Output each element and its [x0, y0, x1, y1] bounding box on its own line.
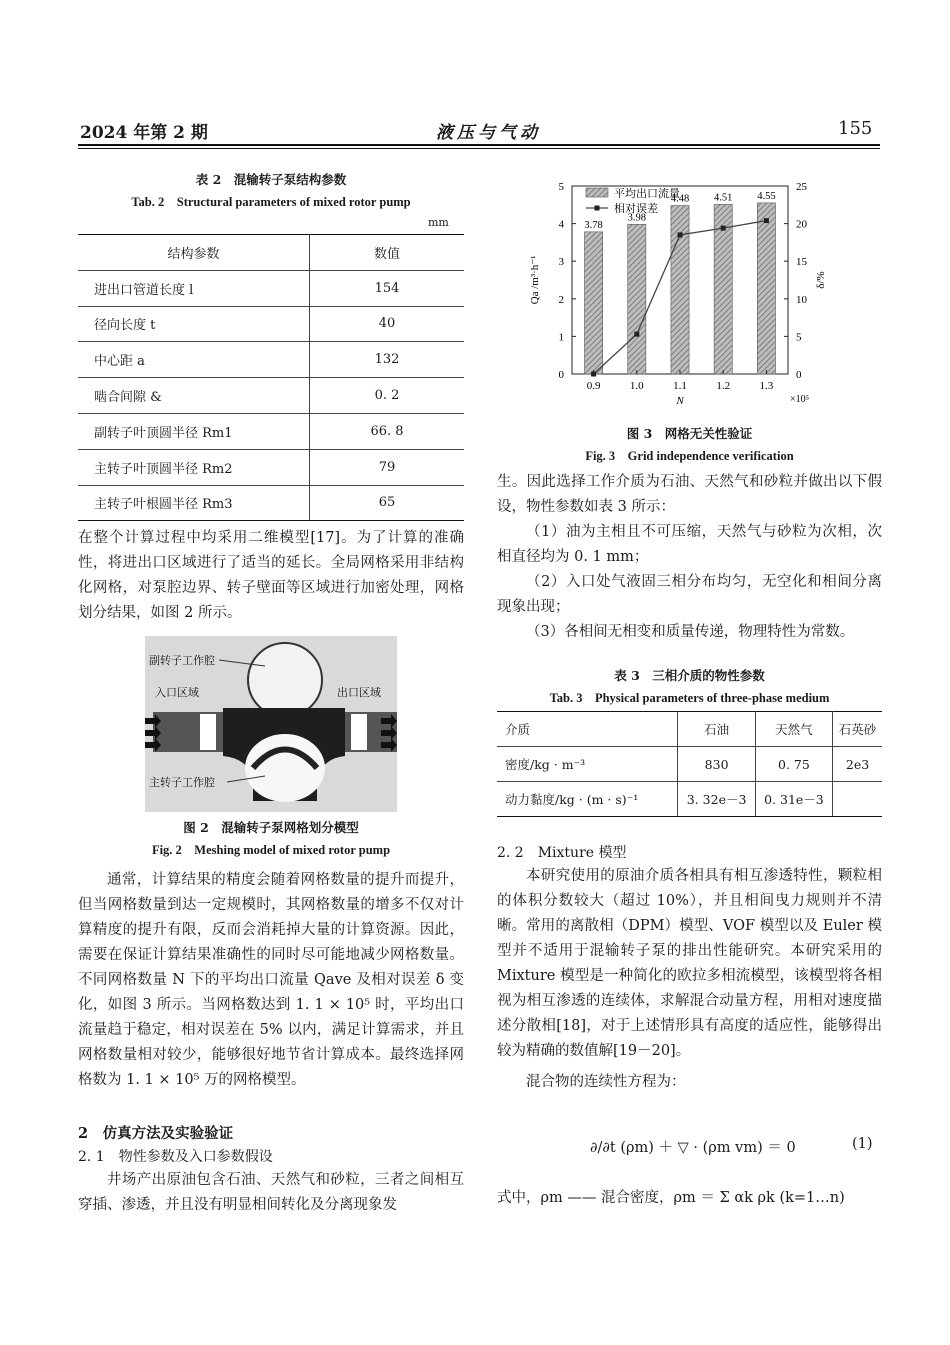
label-aux-chamber: 副转子工作腔 [149, 654, 215, 667]
journal-title: 液压与气动 [436, 123, 541, 143]
table-cell: 2e3 [833, 747, 882, 782]
journal-issue: 2024 年第 2 期 [80, 123, 208, 143]
bar-data-label: 4.55 [757, 190, 776, 202]
table3-title-en: Tab. 3 Physical parameters of three-phase medium [549, 691, 830, 705]
table-row [78, 449, 464, 485]
param-value: 66. 8 [310, 413, 464, 449]
table-header: 天然气 [755, 712, 832, 747]
right-paragraph-2 [497, 864, 882, 1095]
equation-1: ∂/∂t (ρm) ＋ ▽ · (ρm vm) ＝ 0 [590, 1140, 796, 1156]
table-row [78, 485, 464, 521]
outlet-gap [351, 714, 367, 750]
table-cell: 动力黏度/kg · (m · s)⁻¹ [497, 782, 678, 817]
bar-data-label: 3.78 [584, 219, 603, 231]
table-header: 结构参数 [78, 235, 310, 271]
section-2-2-heading: 2. 2 Mixture 模型 [497, 845, 627, 861]
assumption-item: （3）各相间无相变和质量传递，物理特性为常数。 [526, 624, 855, 640]
table-row [497, 747, 882, 782]
y2-tick-label: 10 [796, 293, 807, 306]
y-tick-label: 1 [558, 331, 564, 344]
table-cell: 0. 75 [755, 747, 832, 782]
y2-tick-label: 5 [796, 331, 802, 344]
paragraph-text: 混合物的连续性方程为： [526, 1074, 686, 1090]
table-header: 石油 [678, 712, 755, 747]
bar [671, 206, 689, 374]
x-tick-label: 1.1 [673, 380, 687, 392]
bar-data-label: 4.48 [670, 193, 690, 205]
left-paragraph-1 [78, 526, 464, 626]
table-row [78, 270, 464, 306]
param-name: 啮合间隙 & [78, 378, 310, 414]
paragraph-text: 在整个计算过程中均采用二维模型[17]。为了计算的准确性，将进出口区域进行了适当的延长。全局网格采用非结构化网格，对泵腔边界、转子壁面等区域进行加密处理，网格划分结果，如图 2 所示。 [78, 530, 464, 621]
label-outlet: 出口区域 [337, 686, 381, 699]
left-paragraph-2 [78, 868, 464, 1093]
table2-unit: mm [428, 216, 449, 229]
param-name: 主转子叶根圆半径 Rm3 [78, 485, 310, 521]
fig2-mesh-model [145, 636, 397, 812]
table-row [78, 378, 464, 414]
table-cell: 0. 31e－3 [755, 782, 832, 817]
table3-title-cn: 表 3 三相介质的物性参数 [614, 668, 765, 683]
table-cell [833, 782, 882, 817]
section-2-1-heading: 2. 1 物性参数及入口参数假设 [78, 1149, 273, 1165]
table3 [497, 711, 882, 817]
bar [628, 224, 646, 374]
error-point [591, 372, 596, 377]
header-rule [78, 144, 880, 146]
table-header-row [497, 712, 882, 747]
bar-data-label: 4.51 [714, 192, 733, 204]
y2-tick-label: 20 [796, 218, 807, 231]
label-main-chamber: 主转子工作腔 [149, 776, 215, 789]
y-tick-label: 2 [558, 293, 564, 306]
param-name: 主转子叶顶圆半径 Rm2 [78, 449, 310, 485]
param-value: 0. 2 [310, 378, 464, 414]
y-axis-label: Qa /m³·h⁻¹ [529, 255, 541, 305]
label-inlet: 入口区域 [155, 686, 199, 699]
y-tick-label: 0 [558, 369, 564, 381]
param-value: 79 [310, 449, 464, 485]
left-paragraph-3 [78, 1168, 464, 1218]
bar-data-label: 3.98 [627, 212, 646, 224]
y-tick-label: 4 [558, 218, 564, 231]
table2-title-cn: 表 2 混输转子泵结构参数 [195, 172, 347, 187]
header-rule-thin [78, 148, 880, 149]
inlet-arrows [145, 714, 161, 752]
table-cell: 密度/kg · m⁻³ [497, 747, 678, 782]
y2-tick-label: 25 [796, 181, 807, 193]
y2-axis-label: δ/% [815, 271, 827, 289]
paragraph-text: 本研究使用的原油介质各相具有相互渗透特性，颗粒相的体积分数较大（超过 10%），并且相间曳力规则并不清晰。常用的离散相（DPM）模型、VOF 模型以及 Euler 模型并不适用于混输转子泵的排出性能研究。本研究采用的 Mixture 模型是一种简化的欧拉多相流模型，该模型将各相视为相互渗透的连续体，求解混合动量方程，用相对速度描述分散相[18]，对于上述情形具有高度的适应性，能够得出较为精确的数值解[19－20]。 [497, 868, 882, 1059]
table-cell: 3. 32e－3 [678, 782, 755, 817]
table-header: 介质 [497, 712, 678, 747]
inlet-gap [200, 714, 216, 750]
right-paragraph-1 [497, 470, 882, 645]
section-2-heading: 2 仿真方法及实验验证 [78, 1125, 234, 1142]
legend-bar-label: 平均出口流量 [614, 187, 680, 200]
param-name: 中心距 a [78, 342, 310, 378]
param-value: 40 [310, 306, 464, 342]
x-tick-label: 0.9 [586, 380, 601, 392]
bar [585, 232, 603, 374]
x-tick-label: 1.2 [716, 380, 731, 392]
table-header: 石英砂 [833, 712, 882, 747]
legend-line-label: 相对误差 [614, 202, 658, 215]
paragraph-text: 生。因此选择工作介质为石油、天然气和砂粒并做出以下假设，物性参数如表 3 所示： [497, 474, 882, 515]
equation-where: 式中，ρm —— 混合密度，ρm ＝ Σ αk ρk (k=1…n) [497, 1190, 845, 1206]
y2-tick-label: 15 [796, 256, 807, 269]
table-row [497, 782, 882, 817]
assumption-item: （2）入口处气液固三相分布均匀，无空化和相间分离现象出现； [497, 574, 882, 615]
bar [757, 203, 775, 374]
y-tick-label: 5 [558, 181, 564, 193]
y-tick-label: 3 [558, 256, 564, 269]
table-cell: 830 [678, 747, 755, 782]
table-row [78, 306, 464, 342]
param-value: 65 [310, 485, 464, 521]
param-name: 径向长度 t [78, 306, 310, 342]
fig3-chart [520, 172, 840, 412]
x-tick-label: 1.0 [629, 380, 644, 392]
table2-title-en: Tab. 2 Structural parameters of mixed rotor pump [131, 195, 411, 209]
y2-tick-label: 0 [796, 369, 802, 381]
error-point [678, 232, 683, 237]
param-value: 132 [310, 342, 464, 378]
x-axis-scale: ×10⁵ [790, 394, 810, 405]
equation-1-number: (1) [852, 1136, 873, 1152]
paragraph-text: 井场产出原油包含石油、天然气和砂粒，三者之间相互穿插、渗透，并且没有明显相间转化及分离现象发 [78, 1172, 464, 1213]
legend-bar-swatch [586, 188, 608, 197]
x-tick-label: 1.3 [759, 380, 774, 392]
param-value: 154 [310, 270, 464, 306]
fig3-caption-en: Fig. 3 Grid independence verification [585, 449, 794, 463]
fig2-caption-en: Fig. 2 Meshing model of mixed rotor pump [151, 843, 391, 857]
param-name: 进出口管道长度 l [78, 270, 310, 306]
page-number: 155 [838, 118, 873, 139]
error-point [764, 218, 769, 223]
fig2-caption-cn: 图 2 混输转子泵网格划分模型 [183, 820, 359, 835]
assumption-item: （1）油为主相且不可压缩，天然气与砂粒为次相，次相直径均为 0. 1 mm； [497, 524, 882, 565]
param-name: 副转子叶顶圆半径 Rm1 [78, 413, 310, 449]
error-point [721, 226, 726, 231]
legend-line-marker [595, 206, 600, 211]
x-axis-label: N [676, 395, 684, 407]
table-row [78, 342, 464, 378]
error-point [634, 332, 639, 337]
fig3-caption-cn: 图 3 网格无关性验证 [626, 426, 753, 441]
table-header-row [78, 235, 464, 271]
paragraph-text: 通常，计算结果的精度会随着网格数量的提升而提升，但当网格数量到达一定规模时，其网格数量的增多不仅对计算精度的提升有限，反而会消耗掉大量的计算资源。因此，需要在保证计算结果准确性的同时尽可能地减少网格数量。不同网格数量 N 下的平均出口流量 Qave 及相对误差 δ 变化，如图 3 所示。当网格数达到 1. 1 × 10⁵ 时，平均出口流量趋于稳定，相对误差在 5% 以内，满足计算需求，并且网格数量相对较少，能够很好地节省计算成本。最终选择网格数为 1. 1 × 10⁵ 万的网格模型。 [78, 872, 464, 1088]
outlet-arrows [381, 714, 397, 752]
aux-rotor-circle [248, 643, 322, 717]
table2 [78, 234, 464, 521]
table-header: 数值 [310, 235, 464, 271]
table-row [78, 413, 464, 449]
